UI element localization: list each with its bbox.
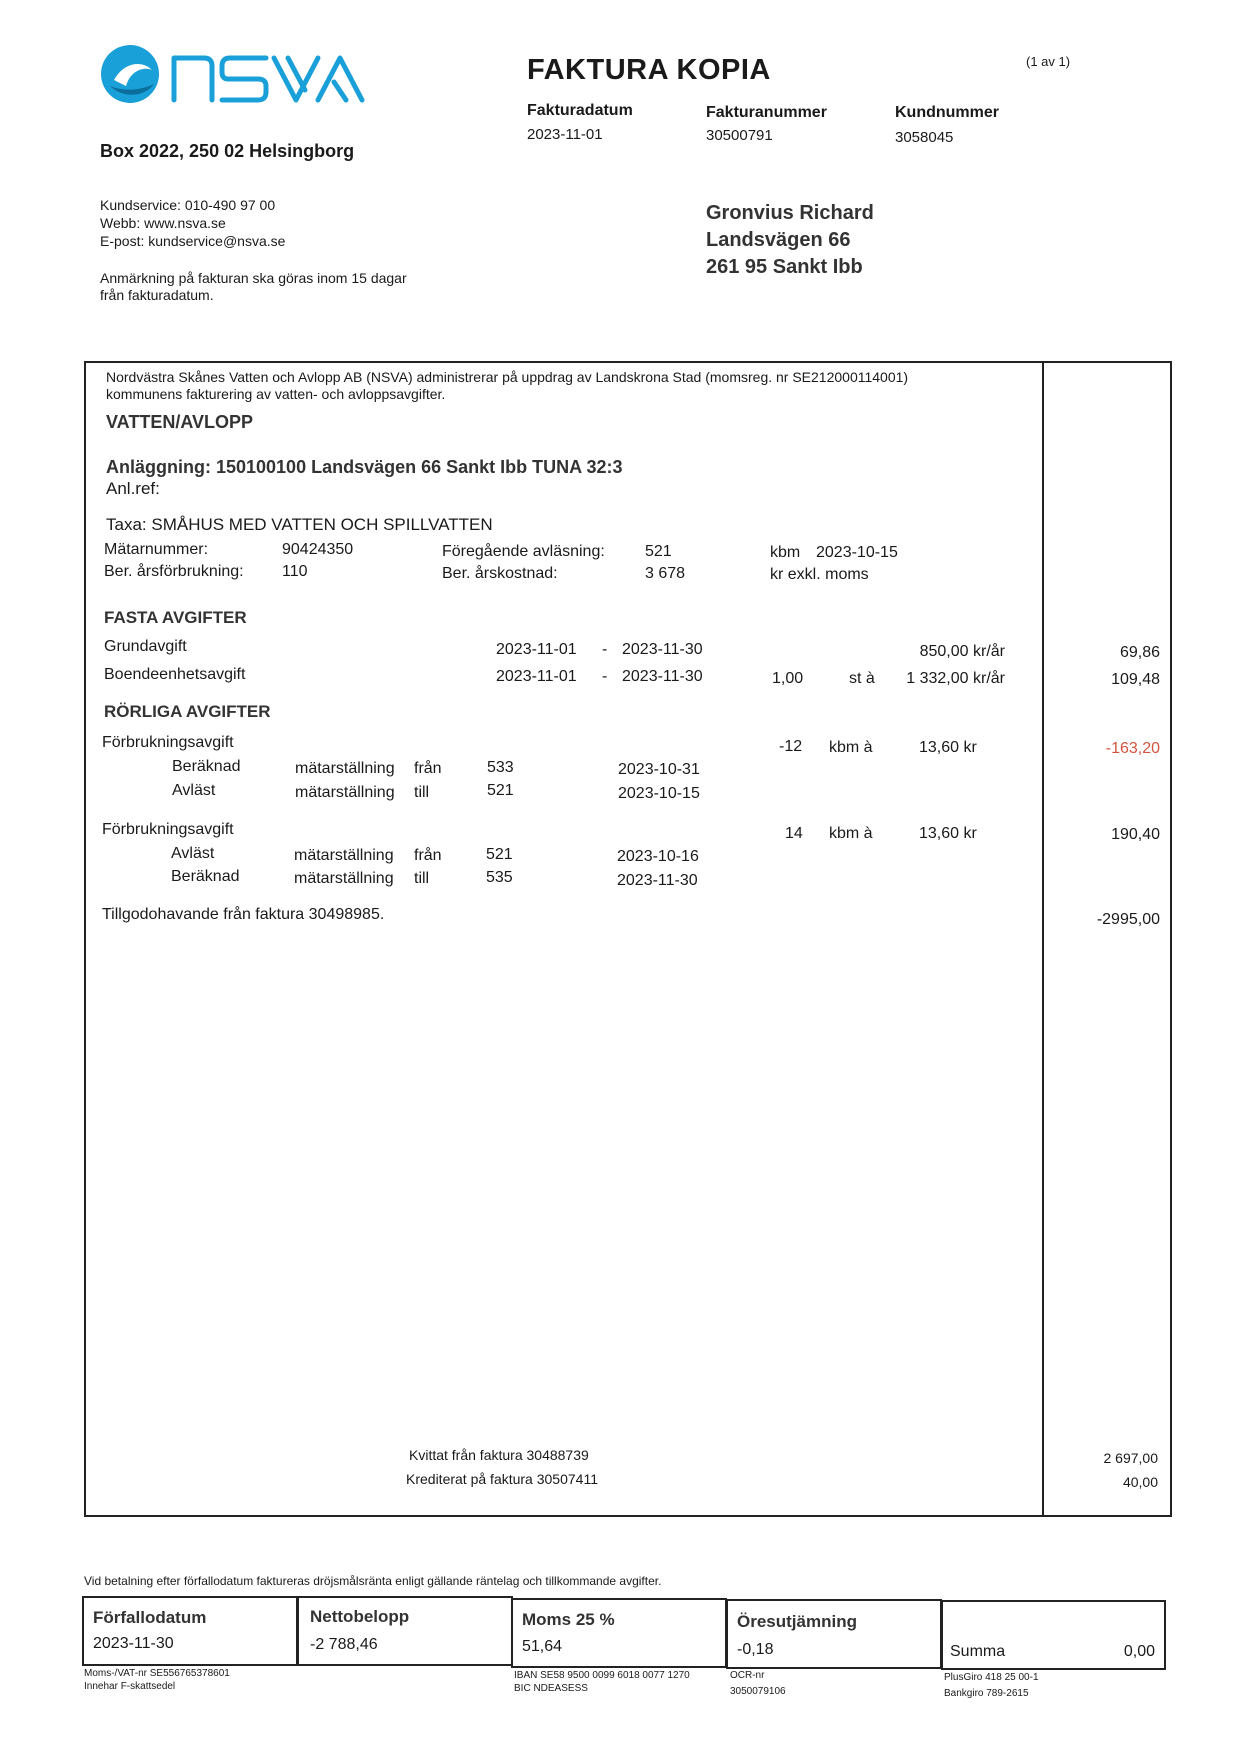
anlaggning-text: Anläggning: 150100100 Landsvägen 66 Sankt Ibb TUNA 32:3 [106,457,623,477]
reading-value: 533 [487,759,514,776]
krediterat-amount: 40,00 [1122,1474,1158,1490]
grundavgift-dash: - [602,641,608,658]
kvittat-amount: 2 697,00 [1103,1450,1158,1466]
reading-desc: mätarställning [295,784,395,801]
tillgodohavande-amount: -2995,00 [1096,911,1160,928]
reading-direction: till [414,870,430,887]
moms-label: Moms 25 % [522,1610,615,1629]
reading-type: Beräknad [171,868,240,885]
matarnummer-label: Mätarnummer: [104,541,209,558]
reading-type: Beräknad [172,758,241,775]
reading-direction: från [414,847,442,864]
forbrukning-2-price: 13,60 kr [919,825,977,842]
fasta-avgifter-heading: FASTA AVGIFTER [104,608,247,627]
recipient-city: 261 95 Sankt Ibb [706,256,863,278]
webb-text: Webb: www.nsva.se [100,215,226,231]
reading-desc: mätarställning [295,760,395,777]
boende-label: Boendeenhetsavgift [104,666,246,683]
document-title: FAKTURA KOPIA [527,54,771,86]
fskatt-text: Innehar F-skattsedel [84,1681,176,1692]
rorliga-avgifter-heading: RÖRLIGA AVGIFTER [104,702,271,721]
forbrukning-2-label: Förbrukningsavgift [102,821,234,838]
page-indicator: (1 av 1) [1026,54,1071,69]
ber-forbrukning-label: Ber. årsförbrukning: [104,563,244,580]
moms-box [511,1598,727,1668]
recipient-street: Landsvägen 66 [706,229,851,251]
ocr-label: OCR-nr [730,1670,765,1681]
foregaende-date: 2023-10-15 [816,544,898,561]
boende-amount: 109,48 [1111,671,1160,688]
reading-date: 2023-10-31 [618,761,700,778]
boende-unit: st à [849,670,875,687]
boende-from: 2023-11-01 [496,668,577,685]
boende-to: 2023-11-30 [622,668,703,685]
reading-type: Avläst [171,845,215,862]
foregaende-unit: kbm [770,544,801,561]
forbrukning-2-unit: kbm à [829,825,873,842]
kundservice-text: Kundservice: 010-490 97 00 [100,197,276,213]
note-line-1: Anmärkning på fakturan ska göras inom 15 dagar [100,270,407,286]
nsva-logo [100,40,395,110]
late-payment-notice: Vid betalning efter förfallodatum faktureras dröjsmålsränta enligt gällande räntelag och tillkommande avgifter. [84,1574,662,1588]
vat-number: Moms-/VAT-nr SE556765378601 [84,1668,230,1679]
grundavgift-amount: 69,86 [1119,644,1160,661]
kundnummer-label: Kundnummer [895,104,999,121]
forbrukning-1-unit: kbm à [829,739,873,756]
boende-price: 1 332,00 kr/år [906,670,1005,687]
kvittat-label: Kvittat från faktura 30488739 [409,1447,589,1463]
section-heading: VATTEN/AVLOPP [106,412,254,432]
ber-kostnad-unit: kr exkl. moms [770,566,869,583]
krediterat-label: Krediterat på faktura 30507411 [406,1471,598,1487]
reading-value: 521 [486,846,513,863]
recipient-name: Gronvius Richard [706,202,874,224]
moms-value: 51,64 [522,1638,563,1655]
nettobelopp-value: -2 788,46 [310,1636,378,1653]
forbrukning-1-qty: -12 [779,738,803,755]
fakturadatum-label: Fakturadatum [527,102,633,119]
grundavgift-to: 2023-11-30 [622,641,703,658]
fakturadatum-value: 2023-11-01 [527,126,603,143]
anlref-text: Anl.ref: [106,479,160,498]
amount-column-divider [1042,363,1044,1515]
ocr-value: 3050079106 [730,1686,786,1697]
forbrukning-1-price: 13,60 kr [919,739,977,756]
bankgiro-text: Bankgiro 789-2615 [944,1688,1029,1699]
boende-dash: - [602,668,608,685]
forfallodatum-label: Förfallodatum [93,1608,207,1627]
reading-type: Avläst [172,782,216,799]
foregaende-label: Föregående avläsning: [442,543,605,560]
epost-text: E-post: kundservice@nsva.se [100,233,286,249]
tillgodohavande-label: Tillgodohavande från faktura 30498985. [102,906,385,923]
reading-date: 2023-10-15 [618,785,700,802]
oresutjamning-label: Öresutjämning [737,1612,857,1631]
fakturanummer-value: 30500791 [706,127,773,144]
ber-kostnad-label: Ber. årskostnad: [442,565,558,582]
forbrukning-2-qty: 14 [785,825,803,842]
forfallodatum-value: 2023-11-30 [93,1635,174,1652]
boende-qty: 1,00 [772,670,804,687]
reading-date: 2023-10-16 [617,848,699,865]
iban-text: IBAN SE58 9500 0099 6018 0077 1270 [514,1670,690,1681]
foregaende-value: 521 [645,543,672,560]
note-line-2: från fakturadatum. [100,287,214,303]
reading-desc: mätarställning [294,870,394,887]
reading-value: 535 [486,869,513,886]
ber-kostnad-value: 3 678 [645,565,686,582]
forbrukning-1-label: Förbrukningsavgift [102,734,234,751]
forbrukning-1-amount: -163,20 [1105,740,1160,757]
intro-line-2: kommunens fakturering av vatten- och avloppsavgifter. [106,386,446,402]
nettobelopp-label: Nettobelopp [310,1607,410,1626]
kundnummer-value: 3058045 [895,129,954,146]
reading-date: 2023-11-30 [617,872,698,889]
reading-direction: från [414,760,442,777]
grundavgift-label: Grundavgift [104,638,187,655]
plusgiro-text: PlusGiro 418 25 00-1 [944,1672,1039,1683]
reading-desc: mätarställning [294,847,394,864]
oresutjamning-value: -0,18 [737,1641,774,1658]
intro-line-1: Nordvästra Skånes Vatten och Avlopp AB (NSVA) administrerar på uppdrag av Landskrona Stad (momsreg. nr SE212000114001) [106,369,909,385]
summa-label: Summa [950,1643,1006,1660]
fakturanummer-label: Fakturanummer [706,104,827,121]
grundavgift-from: 2023-11-01 [496,641,577,658]
reading-value: 521 [487,782,514,799]
reading-direction: till [414,784,430,801]
matarnummer-value: 90424350 [282,541,354,558]
forfallodatum-box [82,1596,298,1666]
summa-value: 0,00 [1123,1643,1155,1660]
grundavgift-price: 850,00 kr/år [919,643,1005,660]
ber-forbrukning-value: 110 [282,563,308,580]
forbrukning-2-amount: 190,40 [1111,826,1160,843]
taxa-text: Taxa: SMÅHUS MED VATTEN OCH SPILLVATTEN [106,515,493,534]
sender-address: Box 2022, 250 02 Helsingborg [100,141,355,161]
bic-text: BIC NDEASESS [514,1683,588,1694]
